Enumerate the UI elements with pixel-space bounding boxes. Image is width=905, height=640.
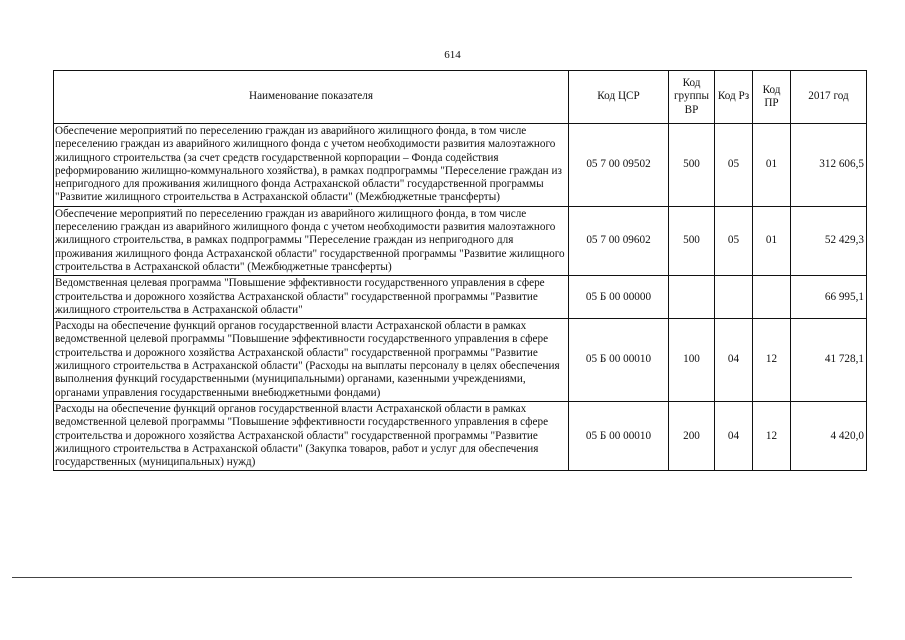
row-vr-code: 500 bbox=[669, 206, 715, 275]
bottom-divider bbox=[12, 577, 852, 578]
row-amount: 4 420,0 bbox=[791, 401, 867, 470]
table-row bbox=[54, 206, 867, 275]
table-row bbox=[54, 401, 867, 470]
row-name: Обеспечение мероприятий по переселению граждан из аварийного жилищного фонда, в том числе переселению граждан из аварийного жилищного фонда с учетом необходимости развития малоэтажного жилищного строительства (за счет средств государственной корпорации – Фонда содействия реформированию жилищно-коммунального хозяйства), в рамках подпрограммы "Переселение граждан из непригодного для проживания жилищного фонда Астраханской области" государственной программы "Развитие жилищного строительства в Астраханской области" (Межбюджетные трансферты) bbox=[54, 124, 569, 207]
row-rz-code: 05 bbox=[715, 124, 753, 207]
header-name: Наименование показателя bbox=[54, 71, 569, 124]
header-csr-code: Код ЦСР bbox=[569, 71, 669, 124]
header-vr-group-code: Код группы ВР bbox=[669, 71, 715, 124]
row-vr-code bbox=[669, 276, 715, 319]
header-pr-code: Код ПР bbox=[753, 71, 791, 124]
row-vr-code: 100 bbox=[669, 319, 715, 402]
row-pr-code: 12 bbox=[753, 401, 791, 470]
row-amount: 52 429,3 bbox=[791, 206, 867, 275]
row-pr-code: 01 bbox=[753, 206, 791, 275]
row-pr-code: 01 bbox=[753, 124, 791, 207]
row-csr-code: 05 Б 00 00000 bbox=[569, 276, 669, 319]
row-rz-code: 04 bbox=[715, 319, 753, 402]
row-csr-code: 05 Б 00 00010 bbox=[569, 401, 669, 470]
page-number: 614 bbox=[444, 49, 461, 61]
table-row bbox=[54, 124, 867, 207]
row-vr-code: 200 bbox=[669, 401, 715, 470]
row-vr-code: 500 bbox=[669, 124, 715, 207]
row-name: Ведомственная целевая программа "Повышение эффективности государственного управления в сфере строительства и дорожного хозяйства Астраханской области" государственной программы "Развитие жилищного строительства в Астраханской области" bbox=[54, 276, 569, 319]
budget-table bbox=[53, 70, 867, 471]
table-header-row bbox=[54, 71, 867, 124]
table-row bbox=[54, 276, 867, 319]
table-row bbox=[54, 319, 867, 402]
row-name: Обеспечение мероприятий по переселению граждан из аварийного жилищного фонда, в том числе переселению граждан из аварийного жилищного фонда с учетом необходимости развития малоэтажного жилищного строительства, в рамках подпрограммы "Переселение граждан из непригодного для проживания жилищного фонда Астраханской области" государственной программы "Развитие жилищного строительства в Астраханской области" (Межбюджетные трансферты) bbox=[54, 206, 569, 275]
row-csr-code: 05 7 00 09502 bbox=[569, 124, 669, 207]
row-amount: 41 728,1 bbox=[791, 319, 867, 402]
row-rz-code: 04 bbox=[715, 401, 753, 470]
row-name: Расходы на обеспечение функций органов государственной власти Астраханской области в рамках ведомственной целевой программы "Повышение эффективности государственного управления в сфере строительства и дорожного хозяйства Астраханской области" государственной программы "Развитие жилищного строительства в Астраханской области" (Закупка товаров, работ и услуг для обеспечения государственных (муниципальных) нужд) bbox=[54, 401, 569, 470]
row-rz-code bbox=[715, 276, 753, 319]
row-amount: 312 606,5 bbox=[791, 124, 867, 207]
row-amount: 66 995,1 bbox=[791, 276, 867, 319]
row-name: Расходы на обеспечение функций органов государственной власти Астраханской области в рамках ведомственной целевой программы "Повышение эффективности государственного управления в сфере строительства и дорожного хозяйства Астраханской области" государственной программы "Развитие жилищного строительства в Астраханской области" (Расходы на выплаты персоналу в целях обеспечения выполнения функций государственными (муниципальными) органами, казенными учреждениями, органами управления государственными внебюджетными фондами) bbox=[54, 319, 569, 402]
header-year-2017: 2017 год bbox=[791, 71, 867, 124]
row-pr-code bbox=[753, 276, 791, 319]
row-csr-code: 05 Б 00 00010 bbox=[569, 319, 669, 402]
header-rz-code: Код Рз bbox=[715, 71, 753, 124]
row-csr-code: 05 7 00 09602 bbox=[569, 206, 669, 275]
row-rz-code: 05 bbox=[715, 206, 753, 275]
row-pr-code: 12 bbox=[753, 319, 791, 402]
